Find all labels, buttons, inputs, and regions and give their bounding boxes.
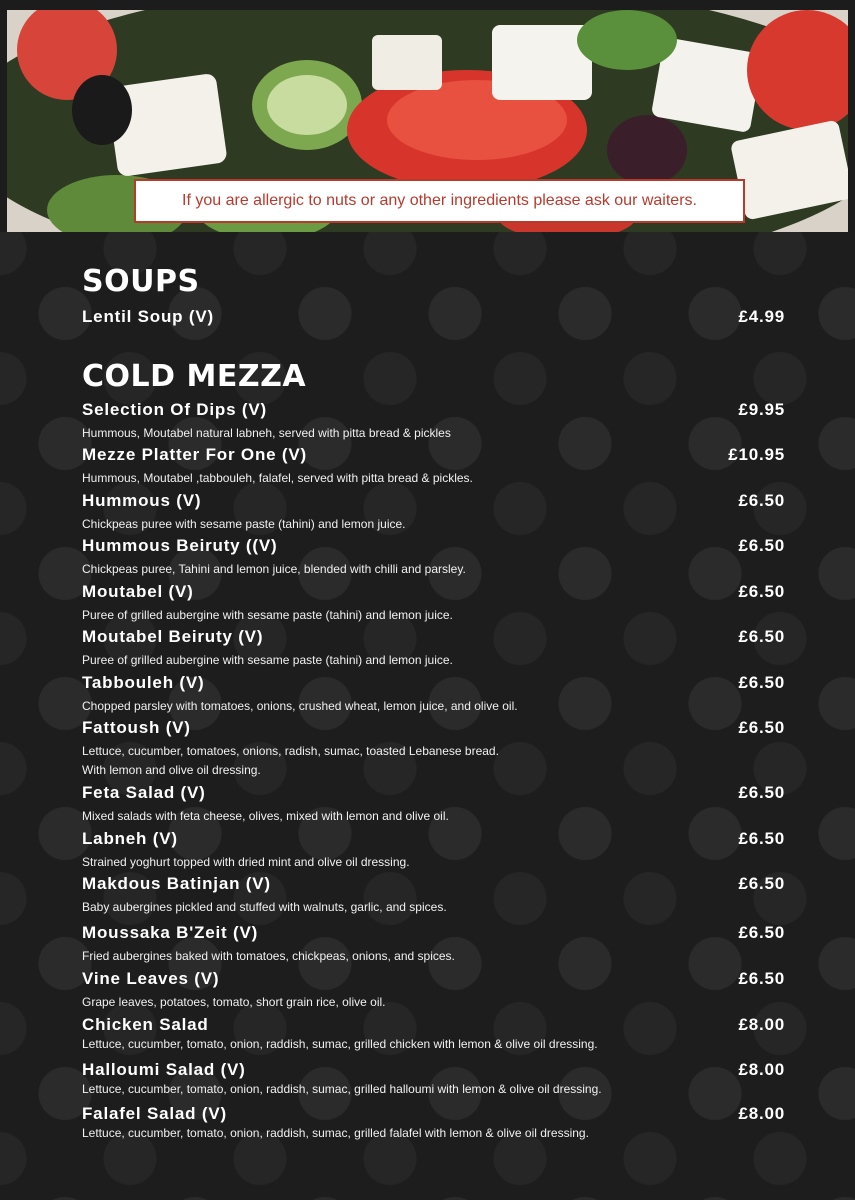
item-description: Lettuce, cucumber, tomatoes, onions, radish, sumac, toasted Lebanese bread. With lemon and olive oil dressing.: [82, 744, 499, 777]
item-price: £6.50: [738, 673, 785, 692]
item-description: Hummous, Moutabel ,tabbouleh, falafel, served with pitta bread & pickles.: [82, 471, 473, 485]
item-name: Makdous Batinjan (V): [82, 874, 271, 893]
hero-salad-image: [7, 10, 848, 232]
section-title-soups: SOUPS: [82, 264, 200, 299]
item-description: Lettuce, cucumber, tomato, onion, raddish, sumac, grilled falafel with lemon & olive oil dressing.: [82, 1126, 589, 1140]
item-price: £6.50: [738, 874, 785, 893]
item-name: Hummous Beiruty ((V): [82, 536, 278, 555]
item-description: Chickpeas puree with sesame paste (tahini) and lemon juice.: [82, 517, 406, 531]
item-name: Labneh (V): [82, 829, 178, 848]
item-name: Feta Salad (V): [82, 783, 206, 802]
item-name: Tabbouleh (V): [82, 673, 205, 692]
item-description: Grape leaves, potatoes, tomato, short grain rice, olive oil.: [82, 995, 386, 1009]
item-description: Mixed salads with feta cheese, olives, mixed with lemon and olive oil.: [82, 809, 449, 823]
item-description: Hummous, Moutabel natural labneh, served with pitta bread & pickles: [82, 426, 451, 440]
item-name: Moutabel Beiruty (V): [82, 627, 264, 646]
item-description: Chickpeas puree, Tahini and lemon juice, blended with chilli and parsley.: [82, 562, 466, 576]
item-description: Lettuce, cucumber, tomato, onion, raddish, sumac, grilled halloumi with lemon & olive oil dressing.: [82, 1082, 602, 1096]
item-price: £6.50: [738, 829, 785, 848]
item-price: £8.00: [738, 1060, 785, 1079]
item-name: Moussaka B'Zeit (V): [82, 923, 259, 942]
item-price: £6.50: [738, 536, 785, 555]
item-price: £8.00: [738, 1015, 785, 1034]
item-price: £6.50: [738, 718, 785, 737]
item-price: £6.50: [738, 627, 785, 646]
item-price: £6.50: [738, 582, 785, 601]
item-name: Vine Leaves (V): [82, 969, 220, 988]
menu-panel: [0, 232, 855, 1200]
item-name: Fattoush (V): [82, 718, 191, 737]
item-description: Puree of grilled aubergine with sesame paste (tahini) and lemon juice.: [82, 653, 453, 667]
item-price: £10.95: [728, 445, 785, 464]
item-name: Chicken Salad: [82, 1015, 209, 1034]
item-price: £6.50: [738, 491, 785, 510]
item-description: Puree of grilled aubergine with sesame paste (tahini) and lemon juice.: [82, 608, 453, 622]
item-price: £8.00: [738, 1104, 785, 1123]
item-description: Strained yoghurt topped with dried mint and olive oil dressing.: [82, 855, 410, 869]
item-price: £6.50: [738, 969, 785, 988]
item-description: Baby aubergines pickled and stuffed with walnuts, garlic, and spices.: [82, 900, 447, 914]
item-name: Falafel Salad (V): [82, 1104, 227, 1123]
item-name: Selection Of Dips (V): [82, 400, 267, 419]
allergy-notice: If you are allergic to nuts or any other ingredients please ask our waiters.: [134, 179, 745, 223]
item-name: Moutabel (V): [82, 582, 194, 601]
section-title-cold-mezza: COLD MEZZA: [82, 359, 307, 394]
item-description: Chopped parsley with tomatoes, onions, crushed wheat, lemon juice, and olive oil.: [82, 699, 518, 713]
item-price: £6.50: [738, 923, 785, 942]
item-price: £9.95: [738, 400, 785, 419]
item-description: Fried aubergines baked with tomatoes, chickpeas, onions, and spices.: [82, 949, 455, 963]
item-name: Halloumi Salad (V): [82, 1060, 246, 1079]
item-price: £6.50: [738, 783, 785, 802]
item-description: Lettuce, cucumber, tomato, onion, raddish, sumac, grilled chicken with lemon & olive oil dressing.: [82, 1037, 598, 1051]
item-name: Hummous (V): [82, 491, 202, 510]
item-name: Lentil Soup (V): [82, 307, 214, 326]
item-name: Mezze Platter For One (V): [82, 445, 307, 464]
item-price: £4.99: [738, 307, 785, 326]
